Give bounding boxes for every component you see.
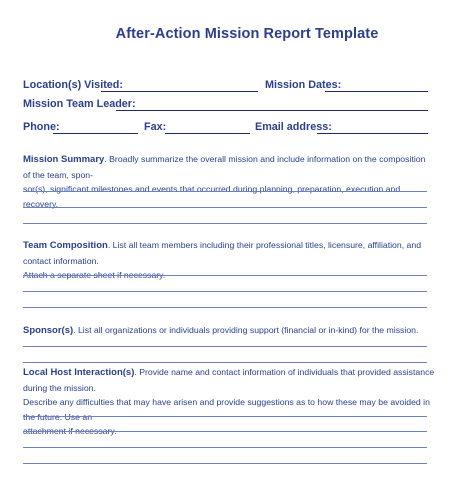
mission-summary-section [23,152,435,211]
team-composition-line[interactable] [23,275,427,276]
fax-field[interactable] [165,133,250,134]
local-host-line[interactable] [23,447,427,448]
mission-summary-line[interactable] [23,191,427,192]
local-host-text-2: Describe any difficulties that may have arisen and provide suggestions as to how these may be avoided in the future. Use an [23,397,430,422]
sponsors-section [23,323,435,339]
team-composition-text-1: . List all team members including their professional titles, licensure, affiliation, and contact information. [23,240,422,266]
mission-summary-line[interactable] [23,223,427,224]
email-field[interactable] [317,133,428,134]
team-composition-text-2: Attach a separate sheet if necessary. [23,270,166,280]
fax-label: Fax: [144,121,167,133]
team-leader-label: Mission Team Leader: [23,98,136,110]
local-host-line[interactable] [23,416,427,417]
page-title: After-Action Mission Report Template [115,26,379,42]
local-host-section [23,365,443,439]
team-composition-line[interactable] [23,307,427,308]
phone-field[interactable] [53,133,138,134]
location-label: Location(s) Visited: [23,79,123,91]
mission-summary-line[interactable] [23,207,427,208]
mission-summary-text-2: sor(s), significant milestones and events that occurred during planning, preparation, execution and recovery. [23,184,401,209]
location-field[interactable] [101,91,258,92]
team-leader-field[interactable] [116,110,428,111]
sponsors-text-1: . List all organizations or individuals providing support (financial or in-kind) for the mission. [73,325,419,335]
sponsors-line[interactable] [23,346,427,347]
local-host-heading: Local Host Interaction(s) [23,367,135,378]
local-host-text-1: . Provide name and contact information of individuals that provided assistance during the mission. [23,367,435,393]
local-host-text-3: attachment if necessary. [23,426,117,436]
phone-label: Phone: [23,121,60,133]
team-composition-line[interactable] [23,291,427,292]
mission-summary-heading: Mission Summary [23,154,105,165]
email-label: Email address: [255,121,332,133]
sponsors-heading: Sponsor(s) [23,325,74,336]
mission-dates-label: Mission Dates: [265,79,342,91]
sponsors-line[interactable] [23,362,427,363]
mission-dates-field[interactable] [325,91,428,92]
team-composition-heading: Team Composition [23,240,108,251]
local-host-line[interactable] [23,431,427,432]
mission-summary-text-1: . Broadly summarize the overall mission and include information on the composition of the team, spon- [23,154,426,180]
local-host-line[interactable] [23,463,427,464]
